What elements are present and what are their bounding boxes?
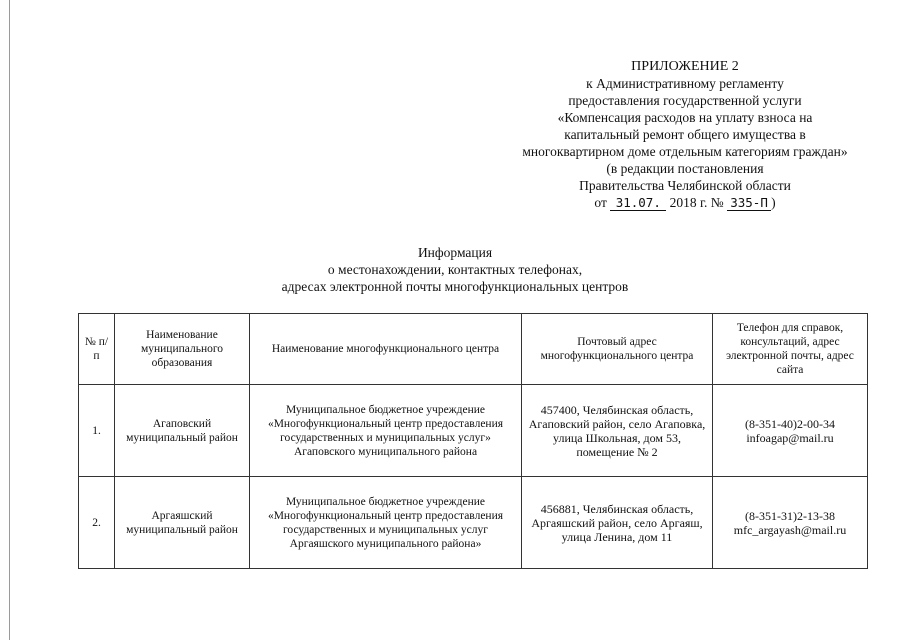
mfc-info-table — [78, 313, 868, 569]
table-row — [79, 385, 868, 477]
heading-line-2: о местонахождении, контактных телефонах, — [327, 262, 583, 277]
row-contacts — [713, 385, 868, 477]
row-number: 1. — [79, 385, 115, 477]
appendix-title: ПРИЛОЖЕНИЕ 2 — [631, 59, 739, 74]
header-center-name: Наименование многофункционального центра — [250, 314, 522, 385]
table-row — [79, 477, 868, 569]
appendix-edition-line-1: (в редакции постановления — [606, 161, 764, 176]
appendix-service-name: «Компенсация расходов на уплату взноса на капитальный ремонт общего имущества в многоквартирном доме отдельным категориям граждан» — [522, 110, 848, 159]
row-center-name: Муниципальное бюджетное учреждение «Многофункциональный центр предоставления государственных и муниципальных услуг» Агаповского муниципального района — [250, 385, 522, 477]
date-prefix: от — [594, 195, 607, 210]
header-municipality: Наименование муниципального образования — [115, 314, 250, 385]
date-value: 31.07. — [610, 196, 666, 211]
appendix-edition-line-2: Правительства Челябинской области — [579, 178, 791, 193]
header-number: № п/п — [79, 314, 115, 385]
row-email: infoagap@mail.ru — [746, 430, 834, 445]
row-number: 2. — [79, 477, 115, 569]
header-postal-address: Почтовый адрес многофункционального центра — [522, 314, 713, 385]
appendix-line-2: предоставления государственной услуги — [568, 93, 802, 108]
row-contacts — [713, 477, 868, 569]
heading-line-3: адресах электронной почты многофункциональных центров — [281, 279, 629, 294]
row-municipality: Агаповский муниципальный район — [115, 385, 250, 477]
row-municipality: Аргаяшский муниципальный район — [115, 477, 250, 569]
appendix-date-line — [520, 194, 850, 211]
row-phone: (8-351-31)2-13-38 — [745, 508, 835, 523]
year-text: 2018 г. № — [669, 195, 724, 210]
resolution-number: 335-П — [727, 196, 771, 211]
row-phone: (8-351-40)2-00-34 — [745, 416, 835, 431]
row-postal-address: 456881, Челябинская область, Аргаяшский район, село Аргаяш, улица Ленина, дом 11 — [522, 477, 713, 569]
close-paren: ) — [771, 195, 776, 210]
row-email: mfc_argayash@mail.ru — [733, 522, 847, 537]
row-center-name: Муниципальное бюджетное учреждение «Многофункциональный центр предоставления государственных и муниципальных услуг Аргаяшского муниципального района» — [250, 477, 522, 569]
document-heading — [200, 244, 710, 295]
appendix-block — [520, 58, 850, 211]
row-postal-address: 457400, Челябинская область, Агаповский район, село Агаповка, улица Школьная, дом 53, помещение № 2 — [522, 385, 713, 477]
header-contacts: Телефон для справок, консультаций, адрес электронной почты, адрес сайта — [713, 314, 868, 385]
heading-line-1: Информация — [417, 245, 493, 260]
appendix-line-1: к Административному регламенту — [586, 76, 784, 91]
page-left-border — [9, 0, 10, 640]
table-header-row — [79, 314, 868, 385]
